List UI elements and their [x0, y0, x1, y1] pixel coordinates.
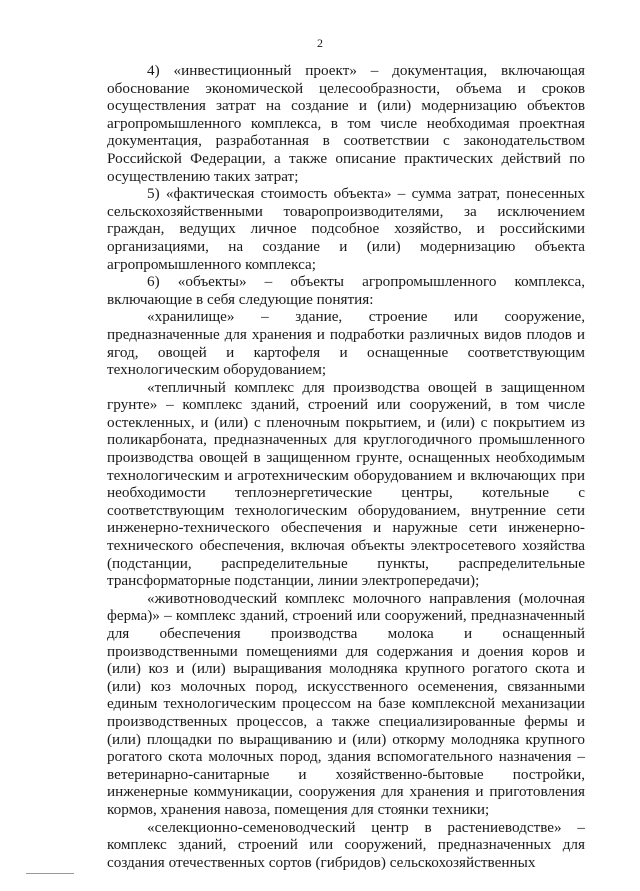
document-body	[107, 62, 585, 871]
paragraph-greenhouse-complex: «тепличный комплекс для производства овощей в защищенном грунте» – комплекс зданий, строений или сооружений, в том числе остекленных, и (или) с пленочным покрытием, и (или) с покрытием из поликарбоната, предназначенных для круглогодичного промышленного производства овощей в защищенном грунте, оснащенных необходимым технологическим и агротехническим оборудованием и включающих при необходимости теплоэнергетические центры, котельные с соответствующим технологическим оборудованием, внутренние сети инженерно-технического обеспечения и наружные сети инженерно-технического обеспечения, включая объекты электросетевого хозяйства (подстанции, распределительные пункты, распределительные трансформаторные подстанции, линии электропередачи);	[107, 378, 585, 590]
page-number: 2	[317, 36, 323, 50]
paragraph-investment-project: 4) «инвестиционный проект» – документация, включающая обоснование экономической целесообразности, объема и сроков осуществления затрат на создание и (или) модернизацию объектов агропромышленного комплекса, в том числе необходимая проектная документация, разработанная в соответствии с законодательством Российской Федерации, а также описание практических действий по осуществлению таких затрат;	[107, 62, 585, 185]
paragraph-dairy-complex: «животноводческий комплекс молочного направления (молочная ферма)» – комплекс зданий, строений или сооружений, предназначенный для обеспечения производства молока и оснащенный производственными помещениями для содержания и доения коров и (или) коз и (или) выращивания молодняка крупного рогатого скота и (или) коз молочных пород, искусственного осеменения, связанными единым технологическим процессом на базе комплексной механизации производственных процессов, а также специализированные фермы и (или) площадки по выращиванию и (или) откорму молодняка крупного рогатого скота молочных пород, здания вспомогательного назначения – ветеринарно-санитарные и хозяйственно-бытовые постройки, инженерные коммуникации, сооружения для хранения и приготовления кормов, хранения навоза, помещения для стоянки техники;	[107, 589, 585, 818]
paragraph-actual-cost: 5) «фактическая стоимость объекта» – сумма затрат, понесенных сельскохозяйственными товаропроизводителями, за исключением граждан, ведущих личное подсобное хозяйство, и российскими организациями, на создание и (или) модернизацию объекта агропромышленного комплекса;	[107, 185, 585, 273]
paragraph-storage: «хранилище» – здание, строение или сооружение, предназначенные для хранения и подработки различных видов плодов и ягод, овощей и картофеля и оснащенные соответствующим технологическим оборудованием;	[107, 308, 585, 379]
paragraph-seed-center: «селекционно-семеноводческий центр в растениеводстве» – комплекс зданий, строений или сооружений, предназначенных для создания отечественных сортов (гибридов) сельскохозяйственных	[107, 818, 585, 871]
paragraph-objects: 6) «объекты» – объекты агропромышленного комплекса, включающие в себя следующие понятия:	[107, 273, 585, 308]
footer-rule	[26, 873, 74, 874]
